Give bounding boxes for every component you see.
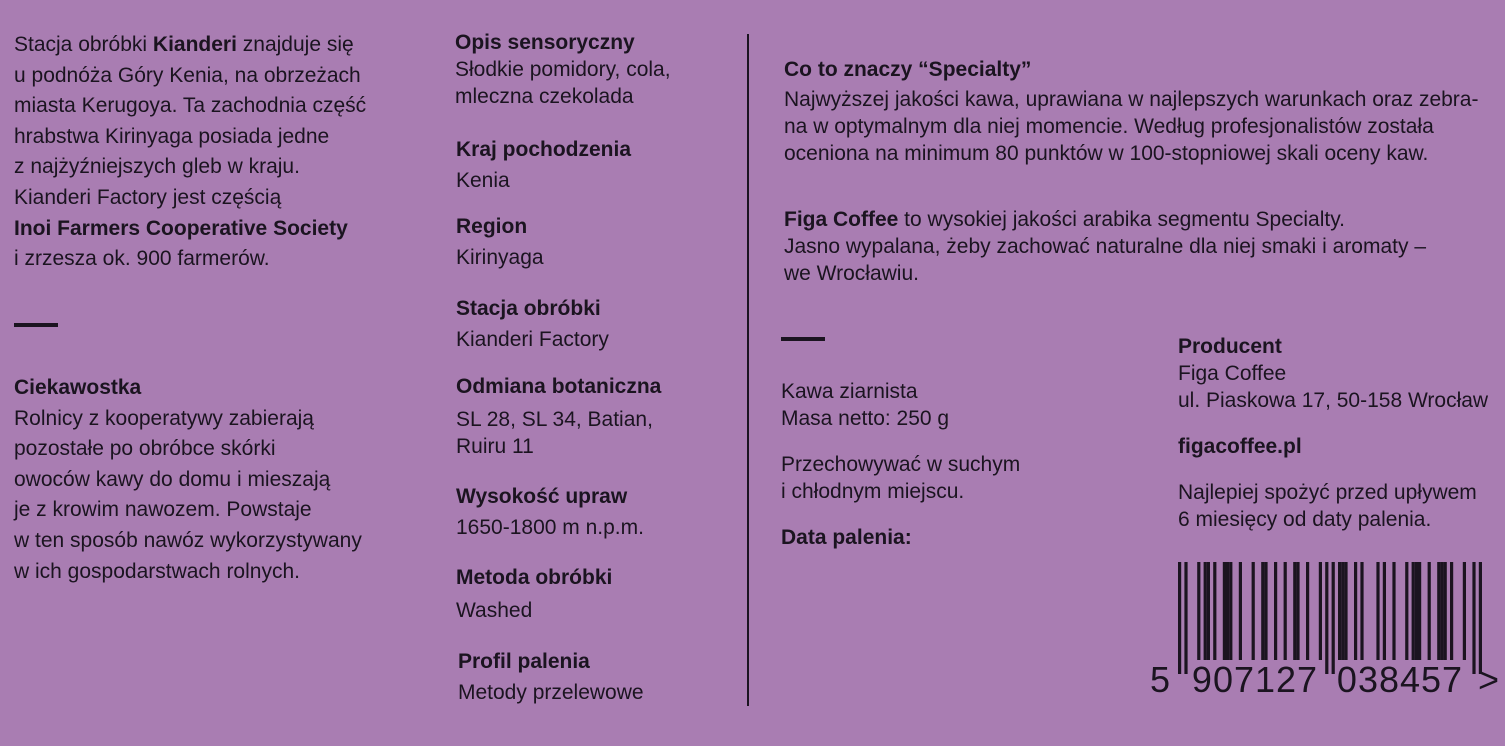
spec-label: Opis sensoryczny — [455, 31, 635, 54]
barcode-bar — [1376, 562, 1379, 660]
fun-fact-line: owoców kawy do domu i mieszają — [14, 467, 331, 491]
spec-station — [456, 295, 609, 353]
barcode-bar — [1383, 562, 1386, 660]
spec-label: Kraj pochodzenia — [456, 138, 632, 161]
brand-name: Figa Coffee — [784, 208, 899, 231]
barcode-bar — [1229, 562, 1232, 660]
barcode-bar — [1463, 562, 1466, 660]
spec-country — [456, 136, 631, 194]
barcode-guard-bar — [1325, 562, 1328, 674]
barcode-bar — [1213, 562, 1216, 660]
spec-label: Profil palenia — [458, 650, 590, 673]
fun-fact-line: w ich gospodarstwach rolnych. — [14, 559, 300, 583]
intro-line: z najżyźniejszych gleb w kraju. — [14, 155, 300, 179]
barcode-first-digit: 5 — [1150, 659, 1172, 700]
fun-fact-title: Ciekawostka — [14, 376, 142, 399]
right-divider-dash — [781, 337, 825, 341]
barcode-bar — [1338, 562, 1341, 660]
barcode-bar — [1412, 562, 1415, 660]
specialty-line: Najwyższej jakości kawa, uprawiana w najlepszych warunkach oraz zebra- — [784, 88, 1479, 111]
brand-line: Figa Coffee to wysokiej jakości arabika segmentu Specialty. — [784, 208, 1345, 231]
storage-line: Przechowywać w suchym — [781, 453, 1021, 476]
spec-process — [456, 564, 612, 624]
barcode-bar — [1444, 562, 1447, 660]
barcode-bar — [1360, 562, 1363, 660]
barcode-bar — [1296, 562, 1299, 660]
storage-line: i chłodnym miejscu. — [781, 480, 965, 503]
barcode-bar — [1261, 562, 1264, 660]
intro-paragraph — [14, 30, 366, 275]
barcode-group-2: 038457 — [1336, 659, 1464, 700]
spec-roast-profile — [458, 648, 644, 706]
spec-label: Metoda obróbki — [456, 566, 613, 589]
spec-value: 1650-1800 m n.p.m. — [456, 516, 644, 539]
spec-sensory — [455, 29, 671, 110]
barcode-bar — [1239, 562, 1242, 660]
spec-variety — [456, 373, 661, 460]
spec-label: Odmiana botaniczna — [456, 375, 662, 398]
spec-value: mleczna czekolada — [455, 85, 634, 108]
station-name: Kianderi — [152, 33, 237, 56]
barcode-guard-bar — [1472, 562, 1475, 674]
intro-line: Stacja obróbki Kianderi znajduje się — [14, 33, 354, 56]
spec-label: Wysokość upraw — [456, 485, 628, 508]
spec-value: Kirinyaga — [456, 246, 544, 269]
barcode-bar — [1440, 562, 1443, 660]
specialty-section — [784, 56, 1478, 167]
spec-value: Washed — [456, 599, 533, 622]
net-weight: Masa netto: 250 g — [781, 407, 950, 430]
spec-value: Metody przelewowe — [458, 681, 644, 704]
barcode-digits — [1150, 660, 1500, 700]
barcode-bar — [1319, 562, 1322, 660]
spec-label: Region — [456, 215, 528, 238]
barcode-bar — [1306, 562, 1309, 660]
barcode-bar — [1437, 562, 1440, 660]
roast-date-label: Data palenia: — [781, 526, 912, 549]
intro-line: miasta Kerugoya. Ta zachodnia część — [14, 94, 367, 118]
producer-label: Producent — [1178, 335, 1282, 358]
brand-section — [784, 206, 1426, 287]
barcode-bar — [1264, 562, 1267, 660]
best-before-line: Najlepiej spożyć przed upływem — [1178, 481, 1477, 504]
specialty-line: na w optymalnym dla niej momencie. Według profesjonalistów została — [784, 115, 1434, 138]
fun-fact-line: pozostałe po obróbce skórki — [14, 437, 276, 461]
fun-fact-section — [14, 373, 362, 587]
barcode-bar — [1274, 562, 1277, 660]
barcode-bar — [1344, 562, 1347, 660]
barcode-bar — [1450, 562, 1453, 660]
barcode-guard-bar — [1479, 562, 1482, 674]
fun-fact-line: w ten sposób nawóz wykorzystywany — [14, 528, 362, 552]
barcode-bar — [1252, 562, 1255, 660]
intro-line: i zrzesza ok. 900 farmerów. — [14, 247, 270, 271]
barcode-bar — [1354, 562, 1357, 660]
left-divider-dash — [14, 323, 58, 327]
producer-address: ul. Piaskowa 17, 50-158 Wrocław — [1178, 389, 1489, 412]
producer-info — [1178, 333, 1488, 533]
barcode-bar — [1284, 562, 1287, 660]
barcode-guard-bar — [1332, 562, 1335, 674]
barcode-bar — [1341, 562, 1344, 660]
specialty-title: Co to znaczy “Specialty” — [784, 58, 1032, 81]
column-divider — [747, 34, 749, 706]
brand-line: Jasno wypalana, żeby zachować naturalne dla niej smaki i aromaty – — [784, 235, 1427, 258]
intro-line: Kianderi Factory jest częścią — [14, 185, 282, 209]
cooperative-name: Inoi Farmers Cooperative Society — [14, 216, 348, 240]
best-before-line: 6 miesięcy od daty palenia. — [1178, 508, 1432, 531]
barcode-bar — [1405, 562, 1408, 660]
spec-value: SL 28, SL 34, Batian, — [456, 408, 653, 431]
fun-fact-line: je z krowim nawozem. Powstaje — [14, 498, 312, 522]
barcode-bar — [1223, 562, 1226, 660]
spec-value: Słodkie pomidory, cola, — [455, 58, 671, 81]
intro-line: hrabstwa Kirinyaga posiada jedne — [14, 124, 330, 148]
producer-name: Figa Coffee — [1178, 362, 1287, 385]
barcode-trailing: > — [1477, 659, 1500, 700]
spec-value: Kianderi Factory — [456, 328, 609, 351]
barcode-bar — [1207, 562, 1210, 660]
product-type: Kawa ziarnista — [781, 380, 918, 403]
website-link[interactable]: figacoffee.pl — [1178, 435, 1302, 458]
barcode-bar — [1204, 562, 1207, 660]
barcode-bar — [1392, 562, 1395, 660]
barcode-bar — [1418, 562, 1421, 660]
spec-value: Ruiru 11 — [456, 435, 534, 458]
barcode-bar — [1197, 562, 1200, 660]
barcode-group-1: 907127 — [1191, 659, 1319, 700]
intro-line: u podnóża Góry Kenia, na obrzeżach — [14, 63, 361, 87]
barcode-guard-bar — [1184, 562, 1187, 674]
product-info — [781, 378, 1020, 551]
fun-fact-line: Rolnicy z kooperatywy zabierają — [14, 406, 314, 430]
spec-region — [456, 213, 544, 271]
barcode-bar — [1293, 562, 1296, 660]
barcode-bar — [1226, 562, 1229, 660]
spec-value: Kenia — [456, 169, 510, 192]
spec-label: Stacja obróbki — [456, 297, 601, 320]
spec-altitude — [456, 483, 644, 541]
barcode-bar — [1428, 562, 1431, 660]
brand-line: we Wrocławiu. — [784, 262, 919, 285]
barcode-guard-bar — [1178, 562, 1181, 674]
specialty-line: oceniona na minimum 80 punktów w 100-stopniowej skali oceny kaw. — [784, 142, 1429, 165]
barcode-bar — [1415, 562, 1418, 660]
